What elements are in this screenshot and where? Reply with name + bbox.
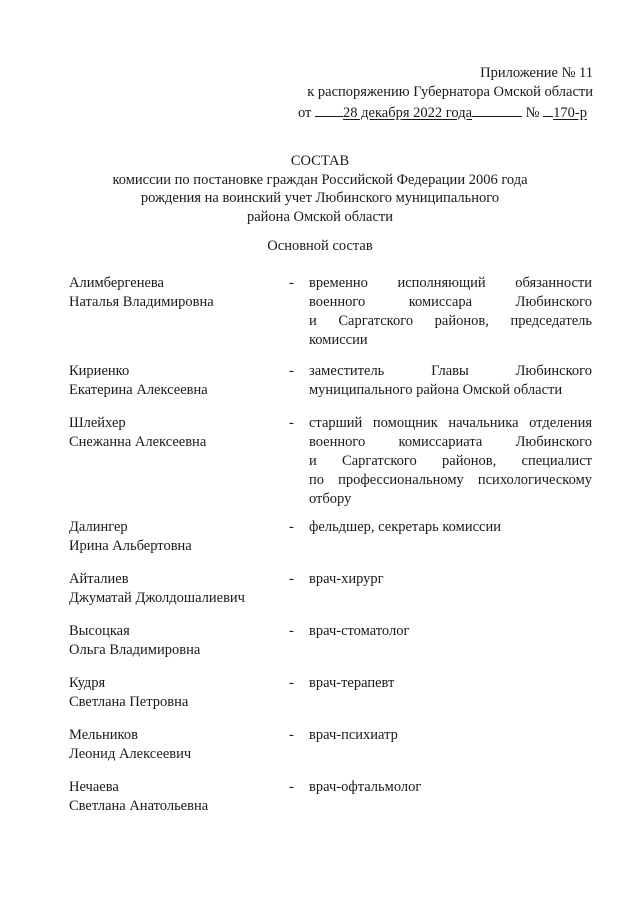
appendix-reference: к распоряжению Губернатора Омской области [307,84,593,100]
member-name [69,726,279,764]
member-name [69,414,279,452]
title-line: рождения на воинский учет Любинского муниципального [140,190,500,206]
member-name [69,518,279,556]
member-role [309,362,592,400]
underline-spacer [315,102,343,117]
order-date-line [298,102,587,123]
member-role [309,622,592,641]
member-name [69,674,279,712]
role-line: врач-терапевт [309,675,395,691]
member-given-names: Светлана Петровна [69,694,189,710]
role-dash: - [289,415,294,431]
role-line: врач-стоматолог [309,623,410,639]
role-line: и Саргатского районов, специалист [309,453,592,469]
role-line: временно исполняющий обязанности [309,275,592,291]
member-surname: Алимбергенева [69,275,164,291]
role-dash: - [289,779,294,795]
role-dash: - [289,275,294,291]
member-given-names: Джуматай Джолдошалиевич [69,590,245,606]
member-role [309,726,592,745]
role-line: врач-офтальмолог [309,779,422,795]
member-surname: Айталиев [69,571,129,587]
member-given-names: Ольга Владимировна [69,642,201,658]
role-line: отбору [309,491,352,507]
role-line: врач-хирург [309,571,384,587]
member-role [309,274,592,350]
member-given-names: Наталья Владимировна [69,294,214,310]
member-surname: Кудря [69,675,106,691]
member-role [309,414,592,509]
member-surname: Кириенко [69,363,130,379]
member-role [309,674,592,693]
role-dash: - [289,675,294,691]
role-dash: - [289,519,294,535]
role-dash: - [289,623,294,639]
member-role [309,518,592,537]
member-name [69,274,279,312]
order-date: 28 декабря 2022 года [343,105,473,121]
member-role [309,570,592,589]
title-line: района Омской области [246,208,393,225]
role-dash: - [289,363,294,379]
member-given-names: Светлана Анатольевна [69,798,209,814]
role-line: комиссии [309,332,368,348]
section-title: Основной состав [267,238,373,254]
member-name [69,362,279,400]
member-surname: Нечаева [69,779,119,795]
member-role [309,778,592,797]
underline-spacer [472,102,522,117]
title-line: комиссии по постановке граждан Российской Федерации 2006 года [112,171,528,188]
role-dash: - [289,571,294,587]
member-name [69,778,279,816]
role-line: старший помощник начальника отделения [309,415,592,431]
role-line: заместитель Главы Любинского [309,363,592,379]
member-surname: Мельников [69,727,138,743]
order-number: 170-р [553,105,587,121]
role-line: военного комиссариата Любинского [309,434,592,450]
role-line: фельдшер, секретарь комиссии [309,519,501,535]
member-given-names: Екатерина Алексеевна [69,382,208,398]
number-prefix: № [525,105,540,121]
title-line: СОСТАВ [290,153,350,169]
member-surname: Высоцкая [69,623,130,639]
role-line: по профессиональному психологическому [309,472,592,488]
member-name [69,622,279,660]
appendix-block [0,64,593,102]
appendix-number: Приложение № 11 [480,65,593,81]
role-line: и Саргатского районов, председатель [309,313,592,329]
member-given-names: Леонид Алексеевич [69,746,192,762]
role-line: врач-психиатр [309,727,398,743]
role-line: муниципального района Омской области [309,382,563,398]
underline-spacer [543,102,553,117]
member-name [69,570,279,608]
role-dash: - [289,727,294,743]
member-surname: Шлейхер [69,415,126,431]
member-surname: Далингер [69,519,128,535]
role-line: военного комиссара Любинского [309,294,592,310]
document-title [0,152,640,226]
member-given-names: Ирина Альбертовна [69,538,192,554]
date-prefix: от [298,105,312,121]
member-given-names: Снежанна Алексеевна [69,434,207,450]
